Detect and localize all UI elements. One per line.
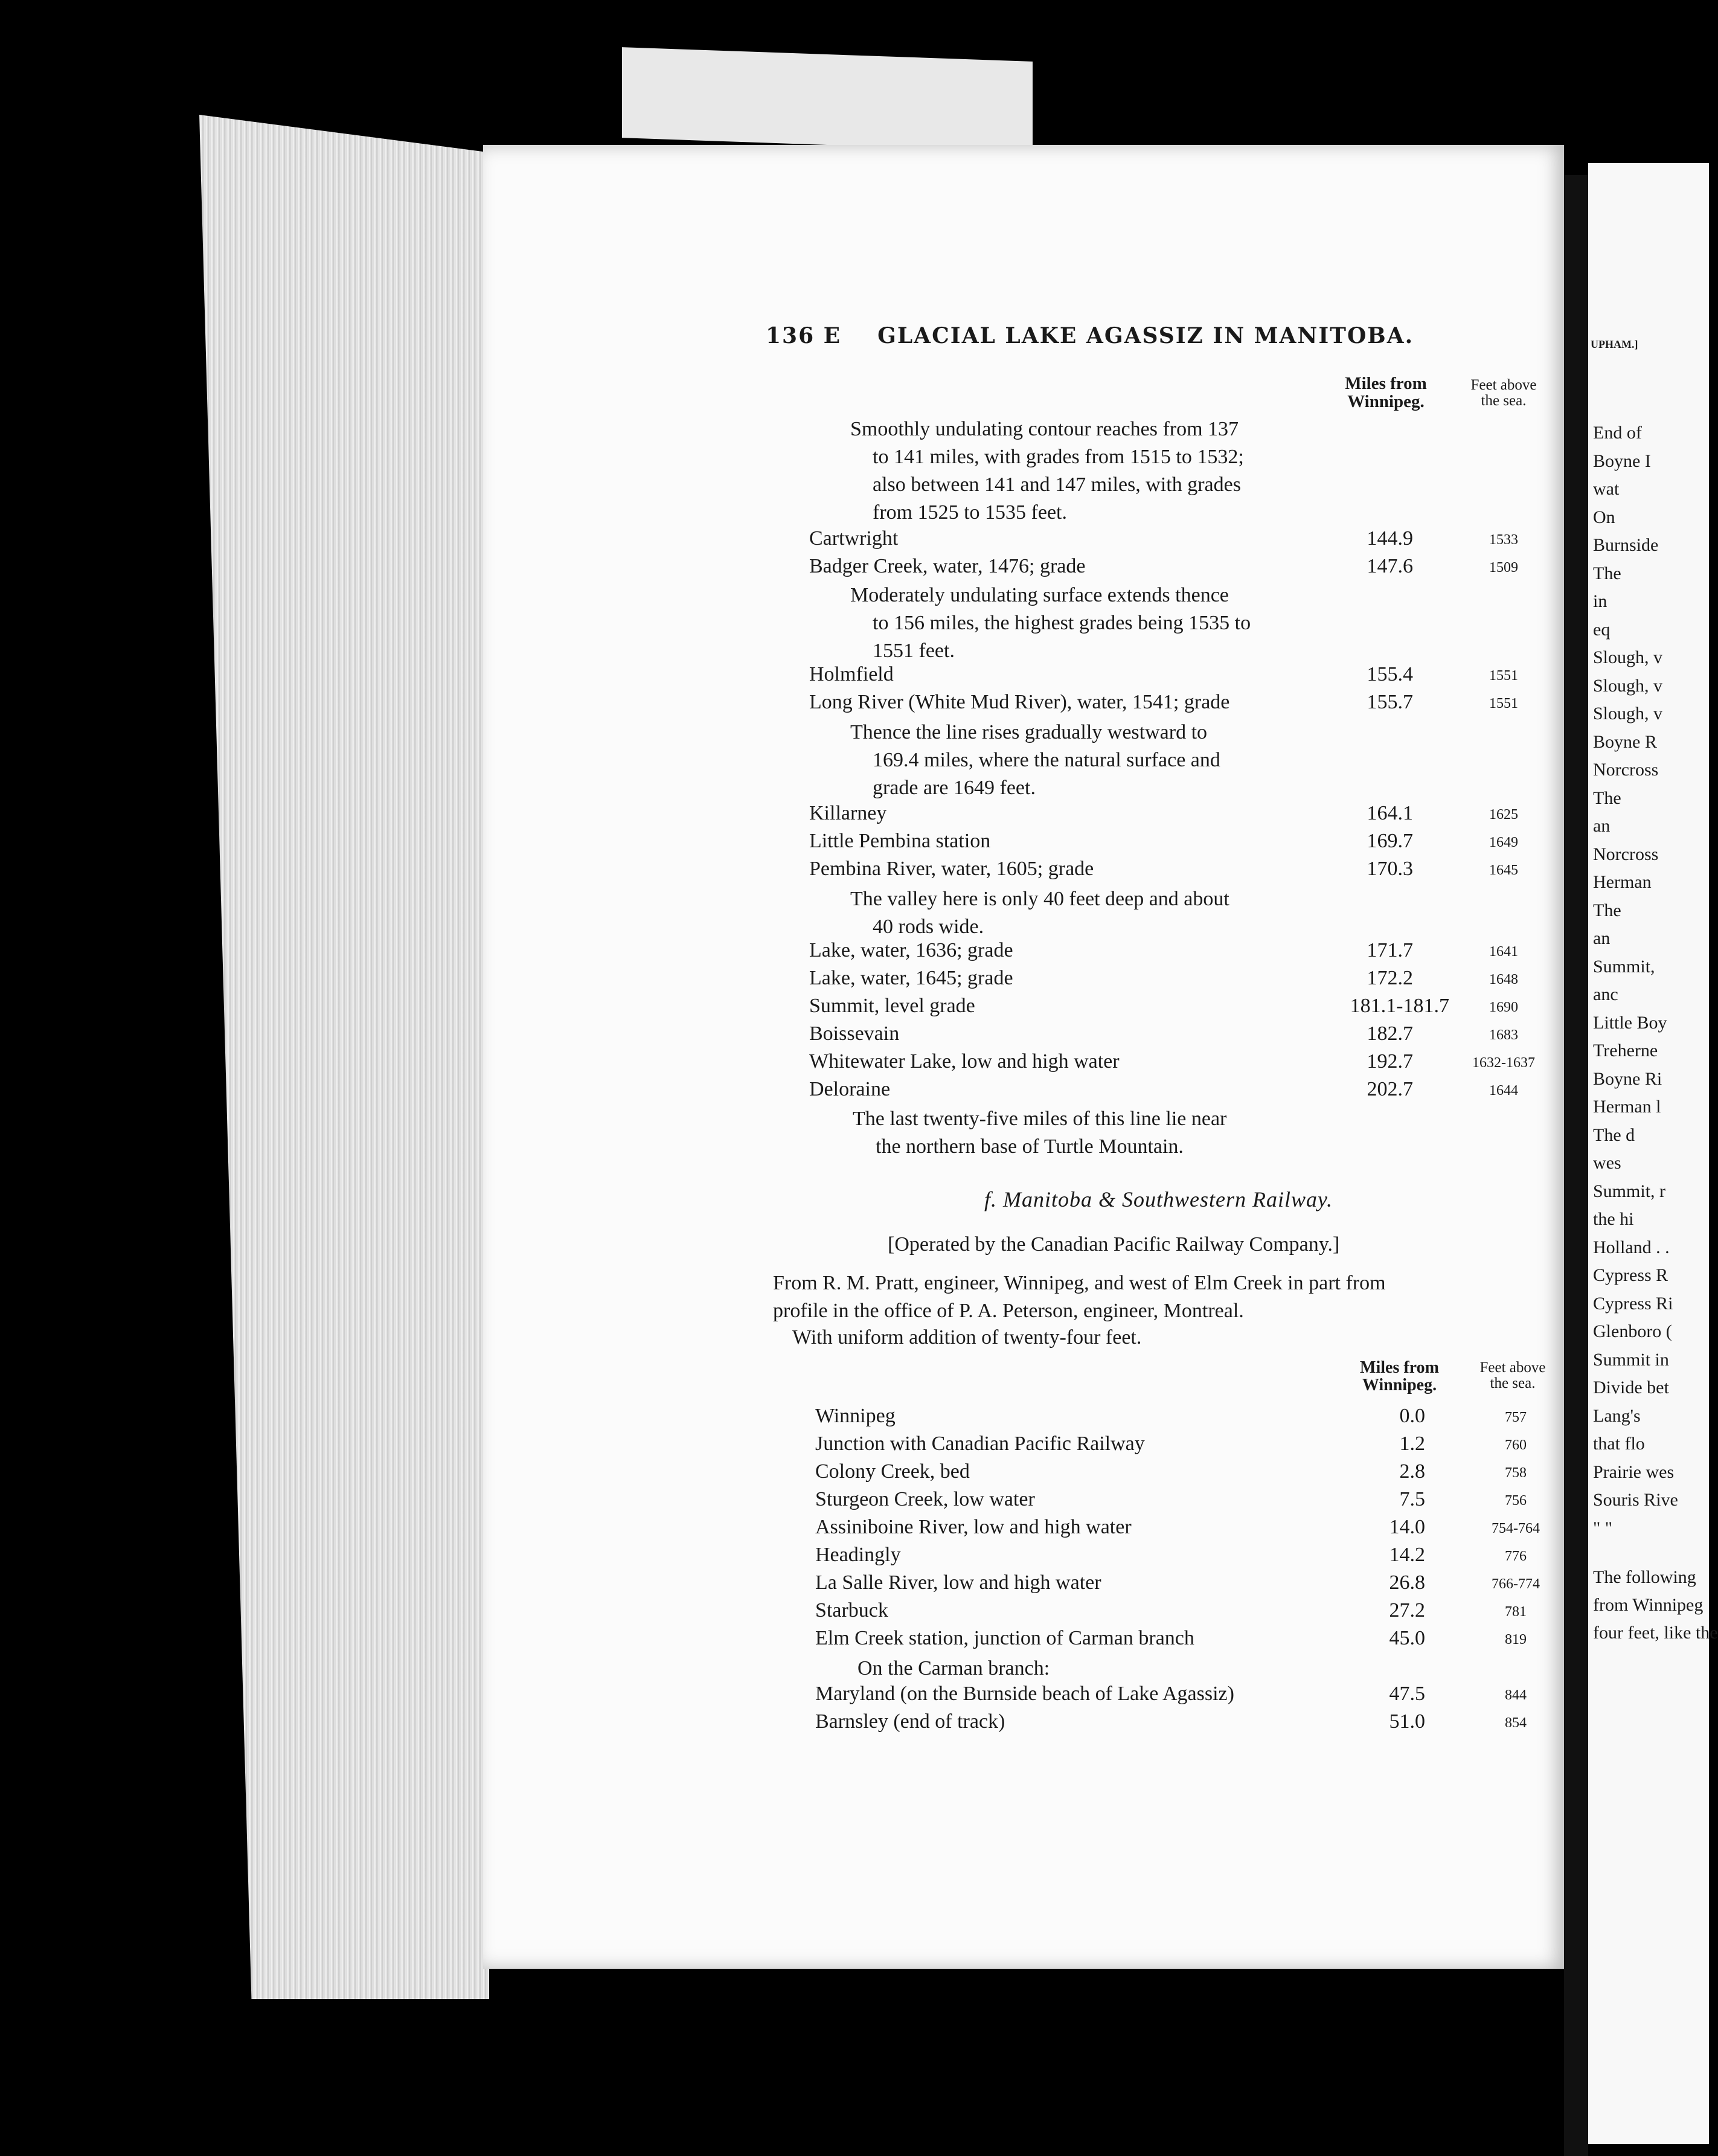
- facing-page-line: Summit in: [1593, 1349, 1669, 1370]
- table-row: [0, 802, 1700, 830]
- paper-slip: [622, 47, 1033, 152]
- row-name: [815, 1433, 1353, 1455]
- miles-column-header: [1329, 374, 1443, 411]
- row-name: [809, 1050, 1341, 1073]
- miles-value: 147.6: [1367, 555, 1413, 577]
- table-row: [0, 1050, 1700, 1078]
- miles-value: 169.7: [1367, 830, 1413, 852]
- table-row: [0, 1078, 1700, 1106]
- row-label: Winnipeg: [815, 1405, 899, 1427]
- facing-page-line: Norcross: [1593, 844, 1659, 864]
- row-name: [815, 1460, 1353, 1483]
- table-row: [0, 1599, 1700, 1627]
- feet-value: 1644: [1489, 1083, 1518, 1099]
- table-row: [0, 995, 1700, 1022]
- facing-page-line: Lang's: [1593, 1405, 1641, 1426]
- note-line: The valley here is only 40 feet deep and about: [850, 888, 1229, 910]
- feet-value: 1648: [1489, 972, 1518, 987]
- row-label: Lake, water, 1636; grade: [809, 939, 1017, 961]
- miles-value: 182.7: [1367, 1022, 1413, 1045]
- table-row: [0, 858, 1700, 885]
- row-name: [815, 1488, 1353, 1511]
- row-label: Long River (White Mud River), water, 1541; grade: [809, 691, 1233, 713]
- row-label: Headingly: [815, 1544, 905, 1566]
- facing-page-line: Herman l: [1593, 1097, 1661, 1117]
- row-name: [809, 527, 1341, 550]
- feet-value: 1649: [1489, 835, 1518, 850]
- row-name: [809, 858, 1341, 881]
- note-line: to 156 miles, the highest grades being 1535 to: [873, 612, 1251, 634]
- facing-page-line: Boyne Ri: [1593, 1068, 1662, 1089]
- miles-value: 26.8: [1389, 1571, 1425, 1594]
- row-label: Summit, level grade: [809, 995, 979, 1017]
- note-line: from 1525 to 1535 feet.: [873, 501, 1067, 524]
- source-note: [773, 1269, 1558, 1325]
- facing-page-header: UPHAM.]: [1591, 338, 1638, 350]
- note-line: 169.4 miles, where the natural surface and: [873, 749, 1220, 771]
- facing-page-line: Burnside: [1593, 535, 1659, 555]
- row-name: [815, 1571, 1353, 1594]
- book-gutter: [1564, 175, 1588, 2156]
- feet-value: 754-764: [1492, 1521, 1540, 1536]
- facing-page-line: four feet, like the: [1593, 1623, 1718, 1643]
- table-row: [0, 1627, 1700, 1655]
- row-name: [815, 1516, 1353, 1539]
- facing-page-line: Herman: [1593, 872, 1652, 892]
- facing-page-line: Prairie wes: [1593, 1461, 1675, 1482]
- row-label: Assiniboine River, low and high water: [815, 1516, 1135, 1538]
- source-line-2: profile in the office of P. A. Peterson, engineer, Montreal.: [773, 1300, 1244, 1322]
- facing-page-line: Holland . .: [1593, 1237, 1670, 1257]
- feet-value: 1683: [1489, 1027, 1518, 1043]
- facing-page-line: Souris Rive: [1593, 1490, 1678, 1510]
- table-row: [0, 1710, 1700, 1738]
- table-row: [0, 939, 1700, 967]
- feet-value: 1533: [1489, 532, 1518, 548]
- note-line: Moderately undulating surface extends thence: [850, 584, 1229, 606]
- row-name: [809, 967, 1341, 990]
- miles-column-header-2: [1344, 1359, 1455, 1394]
- miles-header-line-2: Winnipeg.: [1347, 392, 1425, 412]
- row-label: Sturgeon Creek, low water: [815, 1488, 1039, 1510]
- facing-page-line: Boyne I: [1593, 451, 1651, 471]
- miles-header-2-line-1: Miles from: [1360, 1358, 1439, 1377]
- feet-value: 766-774: [1492, 1576, 1540, 1592]
- row-label: Boissevain: [809, 1022, 903, 1045]
- feet-header-2-line-1: Feet above: [1479, 1359, 1546, 1376]
- feet-value: 781: [1505, 1604, 1527, 1620]
- table-row: [0, 1433, 1700, 1460]
- miles-header-line-1: Miles from: [1345, 374, 1427, 393]
- row-name: [809, 1022, 1341, 1045]
- table-row: [0, 1516, 1700, 1544]
- section-title: f. Manitoba & Southwestern Railway.: [984, 1187, 1333, 1211]
- row-name: [815, 1710, 1353, 1733]
- table-row: [0, 1460, 1700, 1488]
- facing-page-line: End of: [1593, 423, 1642, 443]
- facing-page-line: that flo: [1593, 1434, 1645, 1454]
- row-label: La Salle River, low and high water: [815, 1571, 1105, 1594]
- feet-value: 1509: [1489, 560, 1518, 576]
- table-row: [0, 1488, 1700, 1516]
- facing-page-line: Summit,: [1593, 956, 1655, 977]
- row-label: Holmfield: [809, 663, 897, 685]
- operated-by-note: [Operated by the Canadian Pacific Railway Company.]: [888, 1233, 1340, 1256]
- facing-page-line: Summit, r: [1593, 1181, 1666, 1201]
- feet-column-header: [1461, 377, 1546, 409]
- row-label: Lake, water, 1645; grade: [809, 967, 1017, 989]
- miles-value: 51.0: [1389, 1710, 1425, 1733]
- facing-page-line: Treherne: [1593, 1041, 1658, 1060]
- facing-page-line: wes: [1593, 1153, 1621, 1173]
- feet-value: 1641: [1489, 944, 1518, 960]
- feet-value: 757: [1505, 1410, 1527, 1425]
- feet-value: 854: [1505, 1715, 1527, 1731]
- miles-value: 45.0: [1389, 1627, 1425, 1649]
- note-line: to 141 miles, with grades from 1515 to 1532;: [873, 446, 1244, 468]
- facing-page-line: Slough, v: [1593, 704, 1663, 723]
- table-row: [0, 527, 1700, 555]
- feet-value: 758: [1505, 1465, 1527, 1481]
- facing-page-line: Divide bet: [1593, 1378, 1669, 1397]
- facing-page-line: anc: [1593, 984, 1618, 1004]
- miles-value: 7.5: [1399, 1488, 1425, 1510]
- miles-value: 27.2: [1389, 1599, 1425, 1622]
- facing-page-line: the hi: [1593, 1209, 1634, 1229]
- facing-page: [1588, 163, 1718, 2144]
- feet-header-line-1: Feet above: [1470, 377, 1537, 393]
- row-label: Starbuck: [815, 1599, 892, 1622]
- feet-column-header-2: [1470, 1360, 1555, 1392]
- row-name: [815, 1544, 1353, 1567]
- carman-branch-subheading: On the Carman branch:: [857, 1657, 1050, 1680]
- row-label: Badger Creek, water, 1476; grade: [809, 555, 1089, 577]
- dot-leader: [815, 1614, 1353, 1616]
- row-label: Colony Creek, bed: [815, 1460, 973, 1483]
- row-label: Whitewater Lake, low and high water: [809, 1050, 1123, 1073]
- note-line: 40 rods wide.: [873, 916, 984, 938]
- table-row: [0, 1405, 1700, 1433]
- row-label: Cartwright: [809, 527, 902, 550]
- miles-value: 164.1: [1367, 802, 1413, 824]
- feet-header-2-line-2: the sea.: [1490, 1375, 1536, 1392]
- miles-value: 172.2: [1367, 967, 1413, 989]
- row-label: Pembina River, water, 1605; grade: [809, 858, 1097, 880]
- miles-value: 14.0: [1389, 1516, 1425, 1538]
- feet-value: 1625: [1489, 807, 1518, 823]
- row-name: [815, 1599, 1353, 1622]
- facing-page-line: an: [1593, 816, 1611, 836]
- row-name: [815, 1627, 1353, 1650]
- table-row: [0, 1683, 1700, 1710]
- row-name: [809, 939, 1341, 962]
- feet-value: 1645: [1489, 862, 1518, 878]
- feet-value: 819: [1505, 1632, 1527, 1647]
- facing-page-line: " ": [1593, 1518, 1612, 1538]
- row-label: Barnsley (end of track): [815, 1710, 1008, 1733]
- facing-page-line: Boyne R: [1593, 731, 1657, 752]
- row-label: Deloraine: [809, 1078, 894, 1100]
- facing-page-line: The following: [1593, 1567, 1696, 1587]
- miles-value: 14.2: [1389, 1544, 1425, 1566]
- table-row: [0, 1571, 1700, 1599]
- facing-page-line: Slough, v: [1593, 647, 1663, 667]
- facing-page-line: wat: [1593, 479, 1620, 499]
- note-line: The last twenty-five miles of this line lie near: [853, 1108, 1227, 1130]
- addition-note: With uniform addition of twenty-four feet.: [792, 1326, 1142, 1349]
- facing-page-line: The d: [1593, 1125, 1635, 1145]
- table-row: [0, 830, 1700, 858]
- miles-value: 2.8: [1399, 1460, 1425, 1483]
- table-row: [0, 555, 1700, 583]
- running-title: GLACIAL LAKE AGASSIZ IN MANITOBA.: [877, 323, 1414, 348]
- miles-value: 155.4: [1367, 663, 1413, 685]
- facing-page-line: The: [1593, 900, 1621, 920]
- facing-page-line: On: [1593, 507, 1615, 527]
- row-name: [815, 1683, 1353, 1705]
- miles-value: 192.7: [1367, 1050, 1413, 1073]
- row-name: [815, 1405, 1353, 1428]
- facing-page-line: eq: [1593, 619, 1611, 640]
- row-label: Little Pembina station: [809, 830, 994, 852]
- miles-value: 171.7: [1367, 939, 1413, 961]
- facing-page-line: an: [1593, 928, 1611, 948]
- facing-page-line: Norcross: [1593, 760, 1659, 780]
- note-line: grade are 1649 feet.: [873, 777, 1036, 799]
- facing-page-line: Glenboro (: [1593, 1321, 1672, 1341]
- row-name: [809, 691, 1353, 714]
- feet-header-line-2: the sea.: [1481, 393, 1527, 409]
- row-label: Elm Creek station, junction of Carman branch: [815, 1627, 1198, 1649]
- facing-page-line: Little Boy: [1593, 1012, 1667, 1033]
- facing-page-line: from Winnipeg: [1593, 1595, 1704, 1615]
- feet-value: 1551: [1489, 696, 1518, 711]
- facing-page-line: Cypress R: [1593, 1265, 1668, 1285]
- feet-value: 776: [1505, 1548, 1527, 1564]
- row-name: [809, 995, 1304, 1018]
- note-line: Thence the line rises gradually westward to: [850, 721, 1208, 743]
- page-number: 136 E: [766, 323, 842, 348]
- row-name: [809, 663, 1341, 686]
- table-row: [0, 1544, 1700, 1571]
- miles-value: 1.2: [1399, 1433, 1425, 1455]
- note-line: 1551 feet.: [873, 640, 955, 662]
- miles-value: 202.7: [1367, 1078, 1413, 1100]
- feet-value: 844: [1505, 1687, 1527, 1703]
- miles-value: 0.0: [1399, 1405, 1425, 1427]
- miles-value: 144.9: [1367, 527, 1413, 550]
- note-line: also between 141 and 147 miles, with grades: [873, 473, 1241, 496]
- feet-value: 1551: [1489, 668, 1518, 684]
- feet-value: 760: [1505, 1437, 1527, 1453]
- row-name: [809, 1078, 1341, 1101]
- table-row: [0, 663, 1700, 691]
- feet-value: 1690: [1489, 999, 1518, 1015]
- row-label: Maryland (on the Burnside beach of Lake Agassiz): [815, 1683, 1238, 1705]
- source-line-1: From R. M. Pratt, engineer, Winnipeg, and west of Elm Creek in part from: [773, 1272, 1386, 1294]
- facing-page-line: in: [1593, 591, 1607, 611]
- row-name: [809, 555, 1341, 578]
- feet-value: 756: [1505, 1493, 1527, 1509]
- miles-value: 181.1-181.7: [1350, 995, 1449, 1017]
- table-row: [0, 691, 1700, 719]
- miles-value: 170.3: [1367, 858, 1413, 880]
- row-name: [809, 802, 1341, 825]
- feet-value: 1632-1637: [1472, 1055, 1535, 1071]
- page-header: [766, 323, 1430, 348]
- facing-page-line: The: [1593, 563, 1621, 583]
- row-label: Junction with Canadian Pacific Railway: [815, 1433, 1149, 1455]
- miles-header-2-line-2: Winnipeg.: [1362, 1376, 1437, 1395]
- row-name: [809, 830, 1341, 853]
- note-line: Smoothly undulating contour reaches from 137: [850, 418, 1239, 440]
- facing-page-line: The: [1593, 788, 1621, 808]
- row-label: Killarney: [809, 802, 890, 824]
- table-row: [0, 967, 1700, 995]
- facing-page-line: Cypress Ri: [1593, 1293, 1673, 1314]
- note-line: the northern base of Turtle Mountain.: [876, 1135, 1184, 1158]
- miles-value: 47.5: [1389, 1683, 1425, 1705]
- miles-value: 155.7: [1367, 691, 1413, 713]
- facing-page-line: Slough, v: [1593, 675, 1663, 696]
- table-row: [0, 1022, 1700, 1050]
